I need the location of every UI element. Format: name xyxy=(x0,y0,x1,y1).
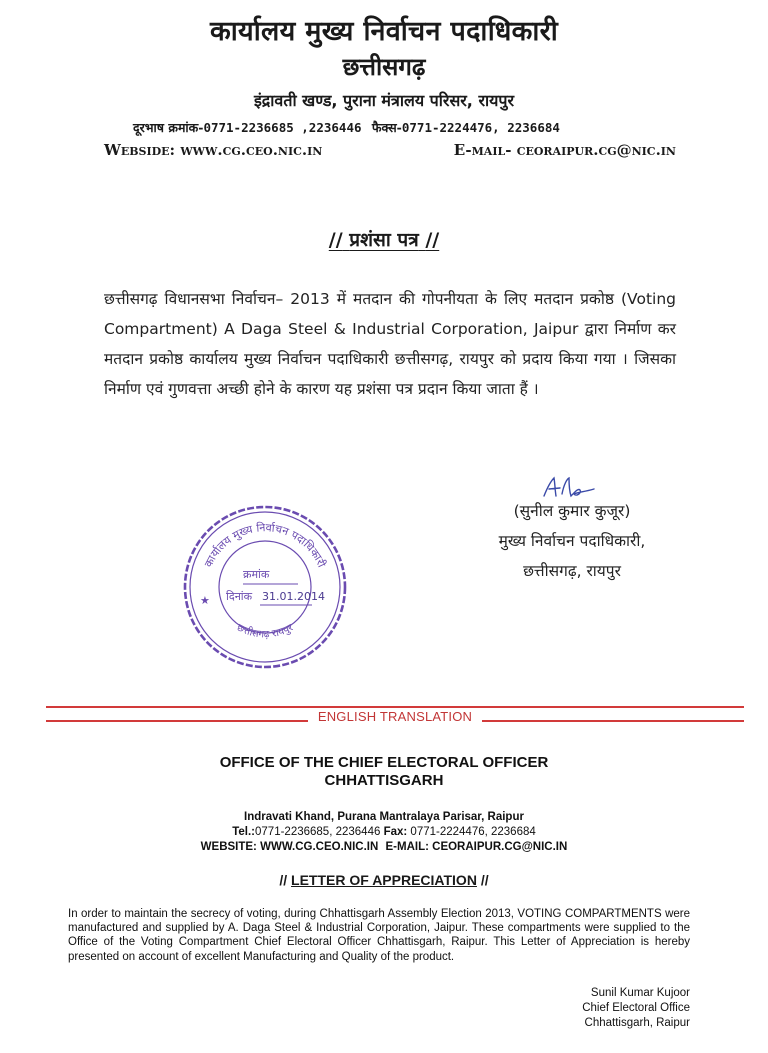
english-title-right: // xyxy=(480,872,489,888)
hindi-phone-label: दूरभाष क्रमांक- xyxy=(133,120,204,135)
hindi-title-text xyxy=(329,229,439,251)
english-letterhead xyxy=(0,754,768,790)
english-phone-fax-line xyxy=(0,825,768,840)
english-web-email-line xyxy=(0,840,768,855)
english-office-name: OFFICE OF THE CHIEF ELECTORAL OFFICER xyxy=(219,754,549,771)
english-email-label: E-MAIL: xyxy=(385,841,429,853)
hindi-state-name: छत्तीसगढ़ xyxy=(342,53,426,81)
hindi-signature-block xyxy=(452,496,692,586)
english-title-main: LETTER OF APPRECIATION xyxy=(291,872,477,888)
seal-star-icon: ★ xyxy=(200,594,210,607)
hindi-body-paragraph: छत्तीसगढ़ विधानसभा निर्वाचन– 2013 में मतदान की गोपनीयता के लिए मतदान प्रकोष्ठ (Voting Compartment) A Daga Steel & Industrial Corporation, Jaipur द्वारा निर्माण कर मतदान प्रकोष्ठ कार्यालय मुख्य निर्वाचन पदाधिकारी छत्तीसगढ़, रायपुर को प्रदाय किया गया । जिसका निर्माण एवं गुणवत्ता अच्छी होने के कारण यह प्रशंसा पत्र प्रदान किया जाता हैं । xyxy=(104,290,676,398)
hindi-signatory-place: छत्तीसगढ़, रायपुर xyxy=(523,562,621,580)
hindi-contact-line xyxy=(133,119,560,136)
english-fax-value: 0771-2224476, 2236684 xyxy=(410,826,536,838)
english-tel-value: 0771-2236685, 2236446 xyxy=(255,826,381,838)
english-letter-title xyxy=(0,872,768,888)
official-seal-stamp xyxy=(180,502,350,672)
english-state-name: CHHATTISGARH xyxy=(324,772,444,789)
english-signatory-name: Sunil Kumar Kujoor xyxy=(590,987,690,999)
english-signatory-designation: Chief Electoral Office xyxy=(582,1002,690,1014)
hindi-signatory-designation: मुख्य निर्वाचन पदाधिकारी, xyxy=(498,532,646,550)
english-signatory-place: Chhattisgarh, Raipur xyxy=(584,1017,690,1029)
hindi-email-label: E-mail- xyxy=(453,141,512,159)
english-web-label: WEBSITE: xyxy=(200,841,257,853)
hindi-website xyxy=(104,141,322,159)
seal-date-value: 31.01.2014 xyxy=(262,590,325,603)
seal-bottom-text: छत्तीसगढ़ रायपुर xyxy=(234,622,296,641)
english-address: Indravati Khand, Purana Mantralaya Parisar, Raipur xyxy=(244,811,524,823)
hindi-letterhead xyxy=(0,14,768,114)
english-translation-divider xyxy=(46,702,744,732)
hindi-website-label: Webside: xyxy=(104,141,176,159)
english-signature-block xyxy=(520,986,690,1031)
hindi-phone-value: 0771-2236685 ,2236446 xyxy=(203,120,362,135)
english-tel-label: Tel.: xyxy=(232,826,256,838)
english-web-value: WWW.CG.CEO.NIC.IN xyxy=(260,841,379,853)
hindi-office-name: कार्यालय मुख्य निर्वाचन पदाधिकारी xyxy=(210,16,558,47)
divider-label: ENGLISH TRANSLATION xyxy=(308,709,482,724)
hindi-signatory-name: (सुनील कुमार कुजूर) xyxy=(513,502,631,520)
hindi-letter-title xyxy=(0,226,768,252)
hindi-website-value: www.cg.ceo.nic.in xyxy=(180,141,323,159)
hindi-fax-value: 0771-2224476, 2236684 xyxy=(401,120,560,135)
hindi-title-right: // xyxy=(425,229,440,251)
hindi-fax-label: फैक्स- xyxy=(371,120,402,135)
seal-ring-text: कार्यालय मुख्य निर्वाचन पदाधिकारी xyxy=(201,521,329,570)
english-email-value: CEORAIPUR.CG@NIC.IN xyxy=(432,841,568,853)
hindi-email xyxy=(454,141,676,159)
hindi-title-main: प्रशंसा पत्र xyxy=(349,229,419,251)
english-title-left: // xyxy=(279,872,288,888)
hindi-web-line xyxy=(104,141,676,159)
english-contact-block xyxy=(0,810,768,855)
english-fax-label: Fax: xyxy=(383,826,408,838)
seal-number-label: क्रमांक xyxy=(243,568,270,581)
seal-date-label: दिनांक xyxy=(226,590,253,603)
english-body-paragraph: In order to maintain the secrecy of voting, during Chhattisgarh Assembly Election 2013, VOTING COMPARTMENTS were manufactured and supplied by A. Daga Steel & Industrial Corporation, Jaipur. These compartments were supplied to the Office of the Voting Compartment Chief Electoral Officer Chhattisgarh, Raipur. This Letter of Appreciation is hereby presented on account of excellent Manufacturing and Quality of the product. xyxy=(68,908,690,963)
hindi-email-value: ceoraipur.cg@nic.in xyxy=(516,141,676,159)
hindi-title-left: // xyxy=(328,229,343,251)
hindi-address: इंद्रावती खण्ड, पुराना मंत्रालय परिसर, रायपुर xyxy=(253,91,515,110)
